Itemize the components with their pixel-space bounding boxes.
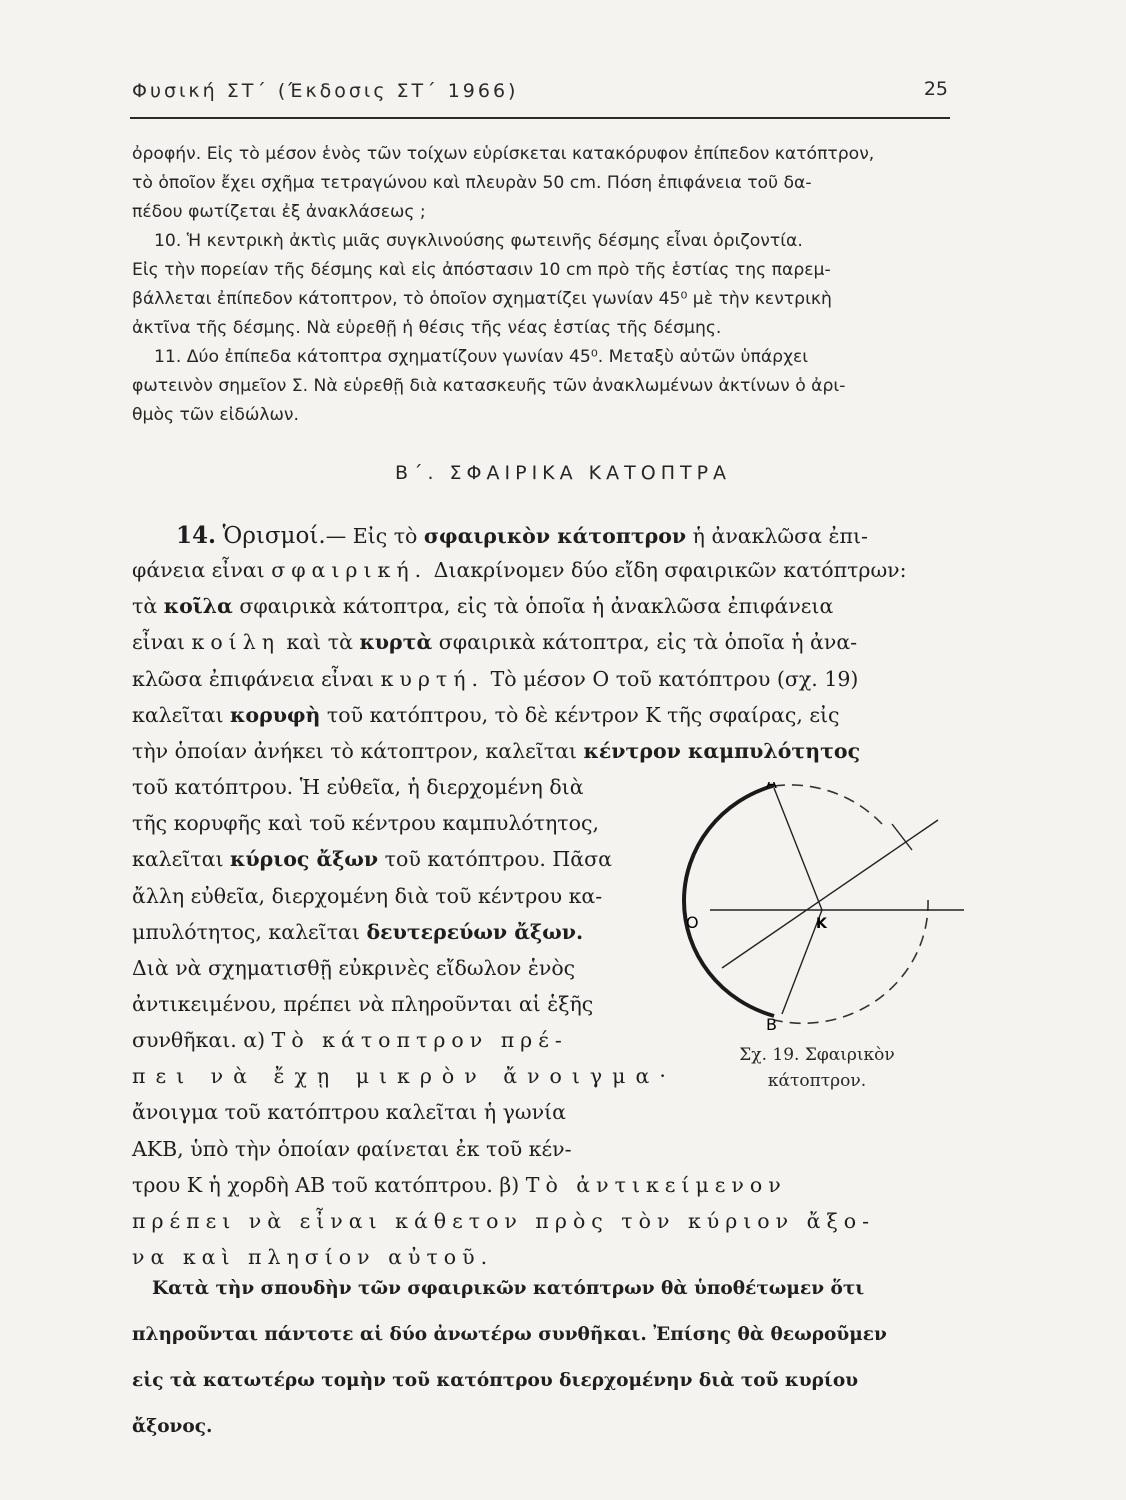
exercise-9-continued <box>132 140 960 227</box>
text-line: τῆς κορυφῆς καὶ τοῦ κέντρου καμπυλότητος, <box>132 811 599 835</box>
spaced-term: κυρτή. <box>380 667 485 691</box>
text-run: καὶ τὰ <box>280 630 360 654</box>
term-principal-axis: κύριος ἄξων <box>230 847 379 871</box>
text-line <box>132 920 583 944</box>
label-A: Α <box>766 782 777 792</box>
closing-line: ἄξονος. <box>132 1416 213 1437</box>
text-line: πρέπει νὰ εἶναι κάθετον πρὸς τὸν κύριον ἄξο- <box>132 1209 876 1233</box>
text-run: φάνεια εἶναι <box>132 558 272 582</box>
text-run: — Εἰς τὸ <box>325 524 424 548</box>
exercise-line: θμὸς τῶν εἰδώλων. <box>132 405 299 425</box>
exercise-11 <box>132 343 960 430</box>
mirror-diagram <box>682 782 966 1034</box>
closing-line: πληροῦνται πάντοτε αἱ δύο ἀνωτέρω συνθῆκαι. Ἐπίσης θὰ θεωροῦμεν <box>132 1324 887 1345</box>
text-line <box>132 594 833 618</box>
text-run: τὴν ὁποίαν ἀνήκει τὸ κάτοπτρον, καλεῖται <box>132 739 584 763</box>
text-line: ἄνοιγμα τοῦ κατόπτρου καλεῖται ἡ γωνία <box>132 1100 566 1124</box>
text-run: τὰ <box>132 594 164 618</box>
sphere-dashed-arc-bottom <box>774 900 928 1023</box>
text-line: ἄλλη εὐθεῖα, διερχομένη διὰ τοῦ κέντρου κα- <box>132 884 603 908</box>
text-line <box>132 739 860 763</box>
sphere-dashed-arc-top <box>774 785 882 824</box>
text-line: Διὰ νὰ σχηματισθῇ εὐκρινὲς εἴδωλον ἑνὸς <box>132 956 576 980</box>
exercise-line: τὸ ὁποῖον ἔχει σχῆμα τετραγώνου καὶ πλευρὰν 50 cm. Πόση ἐπιφάνεια τοῦ δα- <box>132 173 812 193</box>
exercise-10 <box>132 227 960 343</box>
text-line <box>132 703 840 727</box>
text-run: σφαιρικὰ κάτοπτρα, εἰς τὰ ὁποῖα ἡ ἀνα- <box>432 630 858 654</box>
figure-spherical-mirror <box>682 782 966 1034</box>
text-line <box>132 847 612 871</box>
closing-line: Κατὰ τὴν σπουδὴν τῶν σφαιρικῶν κατόπτρων θὰ ὑποθέτωμεν ὅτι <box>152 1278 865 1299</box>
term-center-of-curvature: κέντρον καμπυλότητος <box>583 739 861 763</box>
text-run: Διακρίνομεν δύο εἴδη σφαιρικῶν κατόπτρων: <box>427 558 907 582</box>
closing-line: εἰς τὰ κατωτέρω τομὴν τοῦ κατόπτρου διερχομένην διὰ τοῦ κυρίου <box>132 1370 859 1391</box>
label-O: Ο <box>686 913 699 932</box>
mirror-arc <box>684 786 774 1016</box>
header-rule <box>130 117 950 119</box>
section-title: Β΄. ΣΦΑΙΡΙΚΑ ΚΑΤΟΠΤΡΑ <box>394 462 732 484</box>
text-run: καλεῖται <box>132 703 231 727</box>
section-number: 14. <box>176 522 217 549</box>
exercise-line: πέδου φωτίζεται ἐξ ἀνακλάσεως ; <box>132 202 426 222</box>
text-line <box>132 1173 787 1197</box>
exercise-line: ὀροφήν. Εἰς τὸ μέσον ἑνὸς τῶν τοίχων εὑρίσκεται κατακόρυφον ἐπίπεδον κατόπτρον, <box>132 144 875 164</box>
label-K: Κ <box>816 916 827 932</box>
term-convex: κυρτὰ <box>359 630 433 654</box>
exercise-line: φωτεινὸν σημεῖον Σ. Νὰ εὑρεθῇ διὰ κατασκευῆς τῶν ἀνακλωμένων ἀκτίνων ὁ ἀρι- <box>132 376 846 396</box>
text-line <box>132 558 907 582</box>
label-B: Β <box>766 1015 777 1034</box>
text-run: κλῶσα ἐπιφάνεια εἶναι <box>132 667 381 691</box>
exercise-line: ἀκτῖνα τῆς δέσμης. Νὰ εὑρεθῇ ἡ θέσις τῆς νέας ἑστίας τῆς δέσμης. <box>132 318 722 338</box>
text-line: πει νὰ ἔχῃ μικρὸν ἄνοιγμα· <box>132 1064 676 1088</box>
text-run: εἶναι <box>132 630 192 654</box>
spaced-term: Τὸ κάτοπτρον πρέ- <box>271 1028 568 1052</box>
text-run: τοῦ κατόπτρου, τὸ δὲ κέντρον Κ τῆς σφαίρας, εἰς <box>320 703 840 727</box>
exercise-line: 11. Δύο ἐπίπεδα κάτοπτρα σχηματίζουν γωνίαν 45⁰. Μεταξὺ αὐτῶν ὑπάρχει <box>154 347 809 367</box>
text-run: καλεῖται <box>132 847 231 871</box>
caption-line: Σχ. 19. Σφαιρικὸν <box>739 1045 895 1065</box>
section-heading: Ὁρισμοί. <box>222 523 326 549</box>
text-line: ΑΚΒ, ὑπὸ τὴν ὁποίαν φαίνεται ἐκ τοῦ κέν- <box>132 1137 572 1161</box>
spaced-term: σφαιρική. <box>271 558 428 582</box>
text-run: ἡ ἀνακλῶσα ἐπι- <box>686 524 868 548</box>
term-concave: κοῖλα <box>163 594 233 618</box>
text-run: μπυλότητος, καλεῖται <box>132 920 367 944</box>
exercise-line: 10. Ἡ κεντρικὴ ἀκτὶς μιᾶς συγκλινούσης φωτεινῆς δέσμης εἶναι ὁριζοντία. <box>154 231 803 251</box>
exercise-line: βάλλεται ἐπίπεδον κάτοπτρον, τὸ ὁποῖον σχηματίζει γωνίαν 45⁰ μὲ τὴν κεντρικὴ <box>132 289 832 309</box>
ray-A-K <box>774 788 822 910</box>
exercise-line: Εἰς τὴν πορείαν τῆς δέσμης καὶ εἰς ἀπόστασιν 10 cm πρὸ τῆς ἑστίας της παρεμ- <box>132 260 831 280</box>
text-run: Τὸ μέσον Ο τοῦ κατόπτρου (σχ. 19) <box>484 667 859 691</box>
text-line: ἀντικειμένου, πρέπει νὰ πληροῦνται αἱ ἑξῆς <box>132 992 594 1016</box>
running-title: Φυσική ΣΤ΄ (Έκδοσις ΣΤ΄ 1966) <box>132 80 519 102</box>
text-line <box>176 522 868 549</box>
spaced-term: κοίλη <box>191 630 280 654</box>
spaced-term: Τὸ ἀντικείμενον <box>525 1173 787 1197</box>
text-run: σφαιρικὰ κάτοπτρα, εἰς τὰ ὁποῖα ἡ ἀνακλῶσα ἐπιφάνεια <box>232 594 834 618</box>
term-spherical-mirror: σφαιρικὸν κάτοπτρον <box>423 524 687 548</box>
figure-caption <box>722 1042 912 1094</box>
text-run: τρου Κ ἡ χορδὴ ΑΒ τοῦ κατόπτρου. β) <box>132 1173 526 1197</box>
page-number: 25 <box>923 78 948 100</box>
text-line <box>132 667 858 691</box>
text-line <box>132 1028 568 1052</box>
text-line: να καὶ πλησίον αὐτοῦ. <box>132 1245 494 1269</box>
text-run: συνθῆκαι. α) <box>132 1028 272 1052</box>
caption-line: κάτοπτρον. <box>767 1071 867 1091</box>
page-header <box>132 76 950 106</box>
term-secondary-axis: δευτερεύων ἄξων. <box>366 920 584 944</box>
term-vertex: κορυφὴ <box>230 703 321 727</box>
text-line: τοῦ κατόπτρου. Ἡ εὐθεῖα, ἡ διερχομένη διὰ <box>132 775 584 799</box>
tick-mark <box>892 824 912 850</box>
text-run: τοῦ κατόπτρου. Πᾶσα <box>378 847 612 871</box>
text-line <box>132 630 857 654</box>
